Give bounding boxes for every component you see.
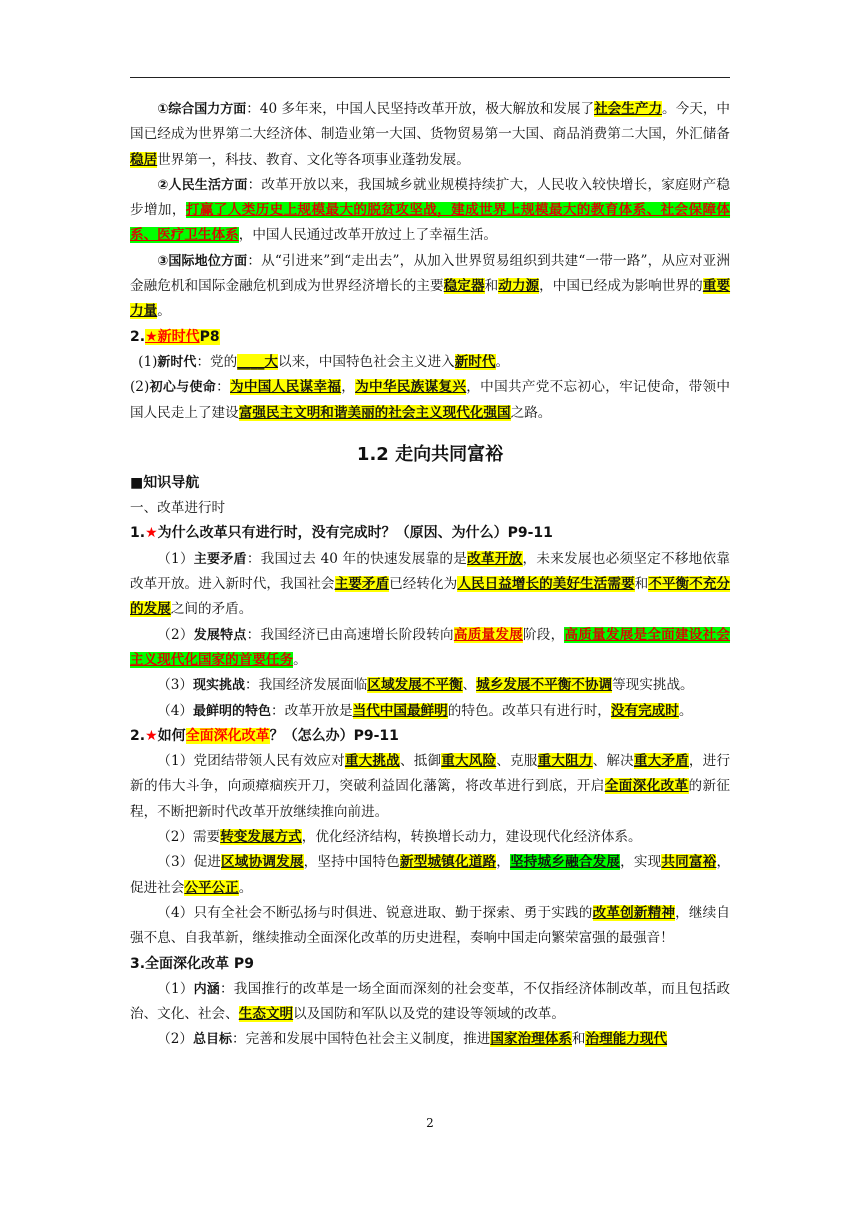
highlight: 改革创新精神	[592, 904, 676, 921]
highlight: 为中国人民谋幸福	[230, 379, 342, 396]
highlight: 全面深化改革	[185, 727, 270, 744]
highlight: 生态文明	[238, 1006, 294, 1023]
highlight: 为中华民族谋复兴	[355, 379, 467, 396]
highlight: ____大	[237, 353, 278, 370]
answer-2-3: （3）促进区域协调发展，坚持中国特色新型城镇化道路，坚持城乡融合发展，实现共同富裕，促进社会公平公正。	[130, 854, 731, 896]
highlight: 重大矛盾	[633, 753, 689, 770]
para-mission: (2)初心与使命：为中国人民谋幸福，为中华民族谋复兴，中国共产党不忘初心，牢记使命，带领中国人民走上了建设富强民主文明和谐美丽的社会主义现代化强国之路。	[130, 379, 731, 421]
highlight: 区域发展不平衡	[367, 677, 463, 694]
highlight: 动力源	[498, 278, 540, 295]
highlight: 社会生产力	[594, 101, 663, 117]
answer-distinct-feature: （4）最鲜明的特色：改革开放是当代中国最鲜明的特色。改革只有进行时，没有完成时。	[157, 702, 693, 719]
highlight: 主要矛盾	[334, 576, 390, 593]
page-number: 2	[426, 1116, 434, 1130]
highlight: 国家治理体系	[490, 1031, 572, 1048]
highlight: 城乡发展不平衡不协调	[476, 677, 613, 694]
highlight: 没有完成时	[610, 702, 679, 719]
highlight: 重大挑战	[344, 753, 400, 770]
highlight: 公平公正	[184, 879, 239, 896]
para-people-life: ②人民生活方面：改革开放以来，我国城乡就业规模持续扩大，人民收入较快增长，家庭财产稳步增加，打赢了人类历史上规模最大的脱贫攻坚战，建成世界上规模最大的教育体系、社会保障体系、医疗卫生体系，中国人民通过改革开放过上了幸福生活。	[130, 176, 731, 244]
highlight: 重大风险	[441, 753, 497, 770]
highlight: P8	[199, 328, 220, 345]
answer-challenges: （3）现实挑战：我国经济发展面临区域发展不平衡、城乡发展不平衡不协调等现实挑战。	[157, 677, 694, 694]
highlight: 新型城镇化道路	[399, 854, 497, 871]
answer-3-2: （2）总目标：完善和发展中国特色社会主义制度，推进国家治理体系和治理能力现代	[157, 1031, 668, 1048]
highlight: 稳定器	[443, 278, 485, 295]
answer-2-1: （1）党团结带领人民有效应对重大挑战、抵御重大风险、克服重大阻力、解决重大矛盾，进行新的伟大斗争，向顽瘴痼疾开刀，突破利益固化藩篱，将改革进行到底，开启全面深化改革的新征程，不断把新时代改革开放继续推向前进。	[130, 753, 731, 820]
answer-main-contradiction: （1）主要矛盾：我国过去 40 年的快速发展靠的是改革开放，未来发展也必须坚定不移地依靠改革开放。进入新时代，我国社会主要矛盾已经转化为人民日益增长的美好生活需要和不平衡不充分的发展之间的矛盾。	[130, 550, 731, 618]
highlight: 人民日益增长的美好生活需要	[457, 576, 635, 593]
highlight: 区域协调发展	[221, 854, 304, 871]
highlight: 转变发展方式	[220, 829, 302, 846]
question-3-title: 3.全面深化改革 P9	[130, 955, 254, 972]
highlight-green: 打赢了人类历史上规模最大的脱贫攻坚战，建成世界上规模最大的教育体系、社会保障体系、医疗卫生体系	[130, 202, 731, 244]
highlight: 富强民主文明和谐美丽的社会主义现代化强国	[238, 404, 511, 421]
highlight: 重大阻力	[537, 753, 593, 770]
highlight: ★新时代	[145, 328, 200, 345]
highlight: 共同富裕	[661, 854, 717, 871]
para-new-era: (1)新时代：党的____大以来，中国特色社会主义进入新时代。	[138, 353, 510, 370]
document-body	[130, 97, 730, 1053]
section-title: 1.2 走向共同富裕	[356, 443, 504, 465]
highlight: 当代中国最鲜明	[352, 702, 448, 719]
question-2-title: 2.★如何全面深化改革？（怎么办）P9-11	[130, 727, 399, 744]
highlight-green: 坚持城乡融合发展	[510, 854, 621, 871]
answer-development-feature: （2）发展特点：我国经济已由高速增长阶段转向高质量发展阶段，高质量发展是全面建设社会主义现代化国家的首要任务。	[130, 626, 731, 668]
highlight: 稳居	[130, 151, 158, 168]
header-rule	[130, 77, 730, 78]
highlight: 重要力量	[130, 278, 731, 320]
highlight: 不平衡不充分的发展	[130, 576, 731, 618]
question-1-title: 1.★为什么改革只有进行时，没有完成时？（原因、为什么）P9-11	[130, 525, 553, 542]
highlight: 全面深化改革	[604, 778, 689, 795]
answer-2-4: （4）只有全社会不断弘扬与时俱进、锐意进取、勤于探索、勇于实践的改革创新精神，继续自强不息、自我革新，继续推动全面深化改革的历史进程，奏响中国走向繁荣富强的最强音！	[130, 904, 730, 947]
highlight: 高质量发展	[453, 626, 523, 643]
highlight: 改革开放	[467, 550, 523, 567]
answer-2-2: （2）需要转变发展方式，优化经济结构，转换增长动力，建设现代化经济体系。	[157, 829, 642, 846]
subheading-reform: 一、改革进行时	[130, 500, 226, 517]
highlight: 新时代	[454, 353, 496, 370]
answer-3-1: （1）内涵：我国推行的改革是一场全面而深刻的社会变革，不仅指经济体制改革，而且包括政治、文化、社会、生态文明以及国防和军队以及党的建设等领域的改革。	[130, 980, 730, 1023]
para-national-strength: ①综合国力方面：40 多年来，中国人民坚持改革开放，极大解放和发展了社会生产力。今天，中国已经成为世界第二大经济体、制造业第一大国、货物贸易第一大国、商品消费第二大国，外汇储备稳居世界第一，科技、教育、文化等各项事业蓬勃发展。	[130, 101, 731, 168]
heading-new-era: 2.★新时代P8	[130, 328, 220, 345]
knowledge-nav-heading: ■知识导航	[130, 474, 200, 491]
highlight: 治理能力现代	[585, 1031, 668, 1048]
highlight-green: 高质量发展是全面建设社会主义现代化国家的首要任务	[130, 626, 731, 668]
para-international-status: ③国际地位方面：从“引进来”到“走出去”，从加入世界贸易组织到共建“一带一路”，从应对亚洲金融危机和国际金融危机到成为世界经济增长的主要稳定器和动力源，中国已经成为影响世界的重要力量。	[130, 252, 731, 320]
